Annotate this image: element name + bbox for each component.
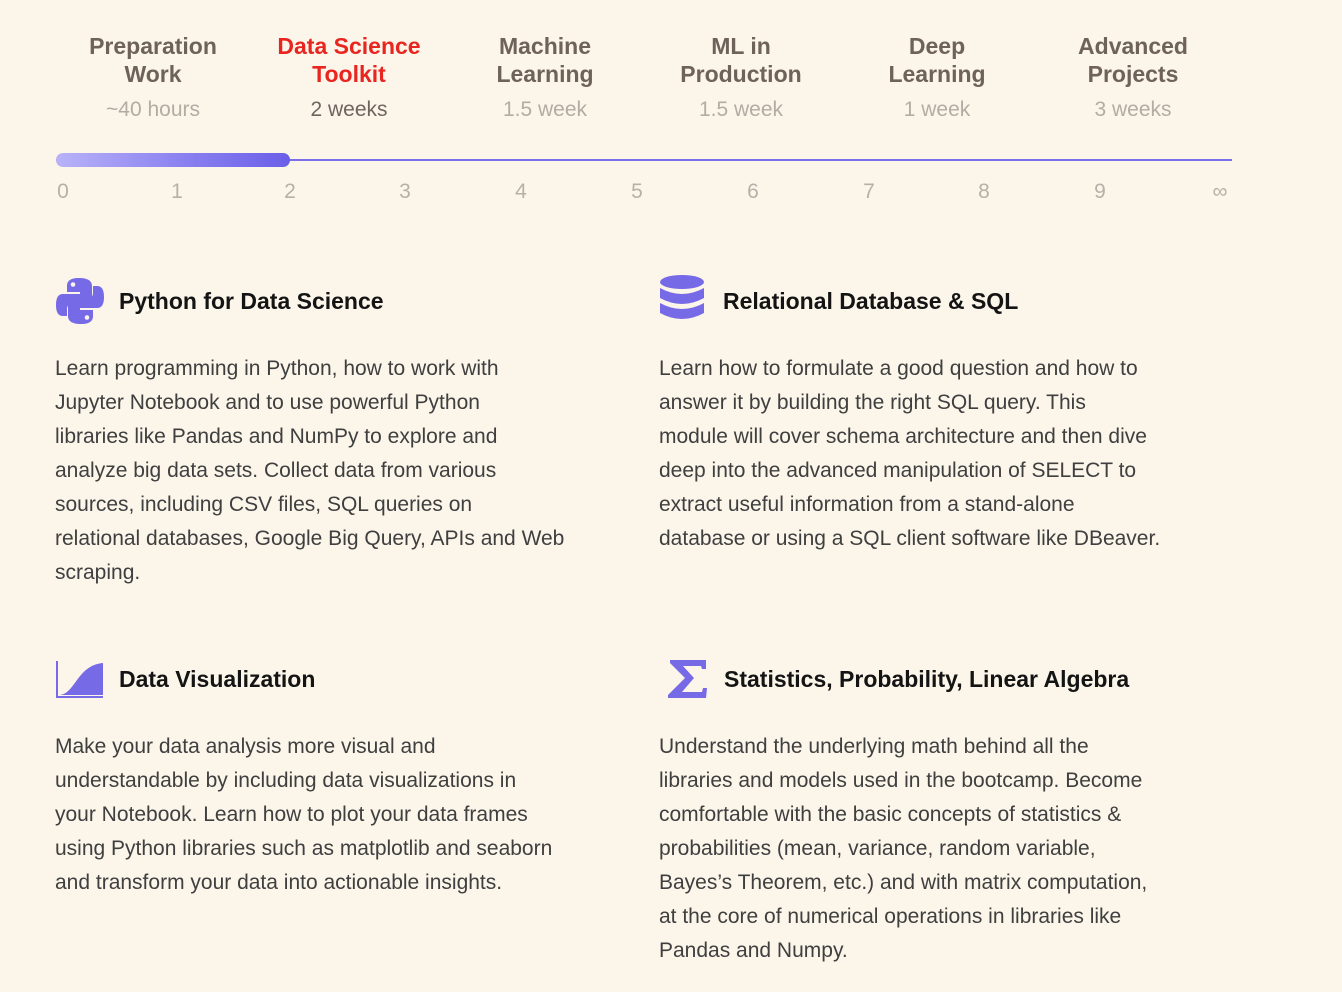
module-title: Data Visualization: [119, 665, 316, 692]
tab-duration: 1.5 week: [502, 98, 588, 121]
description-line: Make your data analysis more visual and: [55, 735, 436, 758]
module-header: [659, 652, 1129, 706]
module-header: [55, 652, 315, 706]
description-line: at the core of numerical operations in libraries like: [659, 905, 1122, 928]
tab-advanced-projects[interactable]: [1035, 32, 1231, 124]
description-line: Learn programming in Python, how to work with: [55, 357, 499, 380]
description-line: extract useful information from a stand-alone: [659, 493, 1075, 516]
description-line: and transform your data into actionable insights.: [55, 871, 503, 894]
tab-title-line: Preparation: [89, 33, 217, 59]
timeline-tick: 9: [1094, 180, 1106, 203]
module-data-visualization: [55, 652, 655, 912]
timeline-tabs: [55, 32, 1233, 132]
tab-title-line: Work: [124, 61, 182, 87]
tab-duration: 1 week: [903, 98, 971, 121]
timeline-progress-fill: [56, 153, 290, 167]
tab-title-line: Deep: [908, 33, 966, 59]
description-line: libraries and models used in the bootcamp. Become: [659, 769, 1143, 792]
description-line: sources, including CSV files, SQL queries on: [55, 493, 473, 516]
description-line: libraries like Pandas and NumPy to explore and: [55, 425, 498, 448]
description-line: relational databases, Google Big Query, APIs and Web: [55, 527, 565, 550]
tab-title-line: Learning: [888, 61, 986, 87]
description-line: scraping.: [55, 561, 141, 584]
timeline-tick: 4: [515, 180, 527, 203]
module-title: Statistics, Probability, Linear Algebra: [724, 665, 1130, 692]
database-icon: [659, 276, 709, 326]
description-line: answer it by building the right SQL query. This: [659, 391, 1086, 414]
module-header: [659, 274, 1018, 328]
description-line: deep into the advanced manipulation of SELECT to: [659, 459, 1137, 482]
tab-title-line: Data Science: [277, 33, 421, 59]
tab-title: [643, 32, 839, 88]
description-line: Learn how to formulate a good question and how to: [659, 357, 1138, 380]
module-relational-database-sql: [659, 274, 1259, 574]
module-title: Relational Database & SQL: [723, 287, 1019, 314]
timeline-tick-infinity: ∞: [1212, 180, 1228, 203]
module-description: [659, 730, 1147, 968]
python-icon: [55, 276, 105, 326]
description-line: Bayes’s Theorem, etc.) and with matrix computation,: [659, 871, 1148, 894]
description-line: comfortable with the basic concepts of statistics &: [659, 803, 1122, 826]
module-header: [55, 274, 384, 328]
tab-title-line: Advanced: [1078, 33, 1188, 59]
timeline-tick: 0: [57, 180, 69, 203]
tab-title: [447, 32, 643, 88]
timeline-tick: 5: [631, 180, 643, 203]
tab-duration: 3 weeks: [1094, 98, 1172, 121]
tab-title-line: Learning: [496, 61, 594, 87]
description-line: database or using a SQL client software like DBeaver.: [659, 527, 1161, 550]
description-line: Understand the underlying math behind all the: [659, 735, 1089, 758]
tab-title-line: Machine: [498, 33, 592, 59]
module-title: Python for Data Science: [119, 287, 384, 314]
tab-title-line: ML in: [711, 33, 771, 59]
tab-duration: ~40 hours: [106, 98, 200, 121]
tab-title-line: Projects: [1087, 61, 1179, 87]
area-chart-icon: [55, 654, 105, 704]
module-statistics-probability-linear-algebra: [659, 652, 1259, 982]
tab-title: [1035, 32, 1231, 88]
description-line: module will cover schema architecture and then dive: [659, 425, 1147, 448]
module-description: [55, 730, 552, 900]
module-description: [55, 352, 564, 590]
tab-title: [251, 32, 447, 88]
timeline-tick: 1: [171, 180, 183, 203]
sigma-icon: [659, 654, 715, 704]
tab-machine-learning[interactable]: [447, 32, 643, 124]
tab-title-line: Toolkit: [312, 61, 386, 87]
module-description: [659, 352, 1160, 556]
description-line: Pandas and Numpy.: [659, 939, 848, 962]
timeline-tick: 7: [863, 180, 875, 203]
tab-title: [839, 32, 1035, 88]
tab-ml-in-production[interactable]: [643, 32, 839, 124]
description-line: using Python libraries such as matplotlib and seaborn: [55, 837, 553, 860]
tab-preparation-work[interactable]: [55, 32, 251, 124]
description-line: Jupyter Notebook and to use powerful Python: [55, 391, 480, 414]
tab-duration: 2 weeks: [310, 98, 388, 121]
tab-data-science-toolkit[interactable]: [251, 32, 447, 124]
tab-deep-learning[interactable]: [839, 32, 1035, 124]
timeline-tick: 6: [747, 180, 759, 203]
tab-title-line: Production: [680, 61, 802, 87]
tab-title: [55, 32, 251, 88]
description-line: understandable by including data visualizations in: [55, 769, 517, 792]
tab-duration: 1.5 week: [698, 98, 784, 121]
module-python-for-data-science: [55, 274, 640, 594]
timeline-tick: 3: [399, 180, 411, 203]
timeline-tick: 8: [978, 180, 990, 203]
description-line: your Notebook. Learn how to plot your data frames: [55, 803, 528, 826]
timeline-tick: 2: [284, 180, 296, 203]
description-line: probabilities (mean, variance, random variable,: [659, 837, 1096, 860]
description-line: analyze big data sets. Collect data from various: [55, 459, 497, 482]
